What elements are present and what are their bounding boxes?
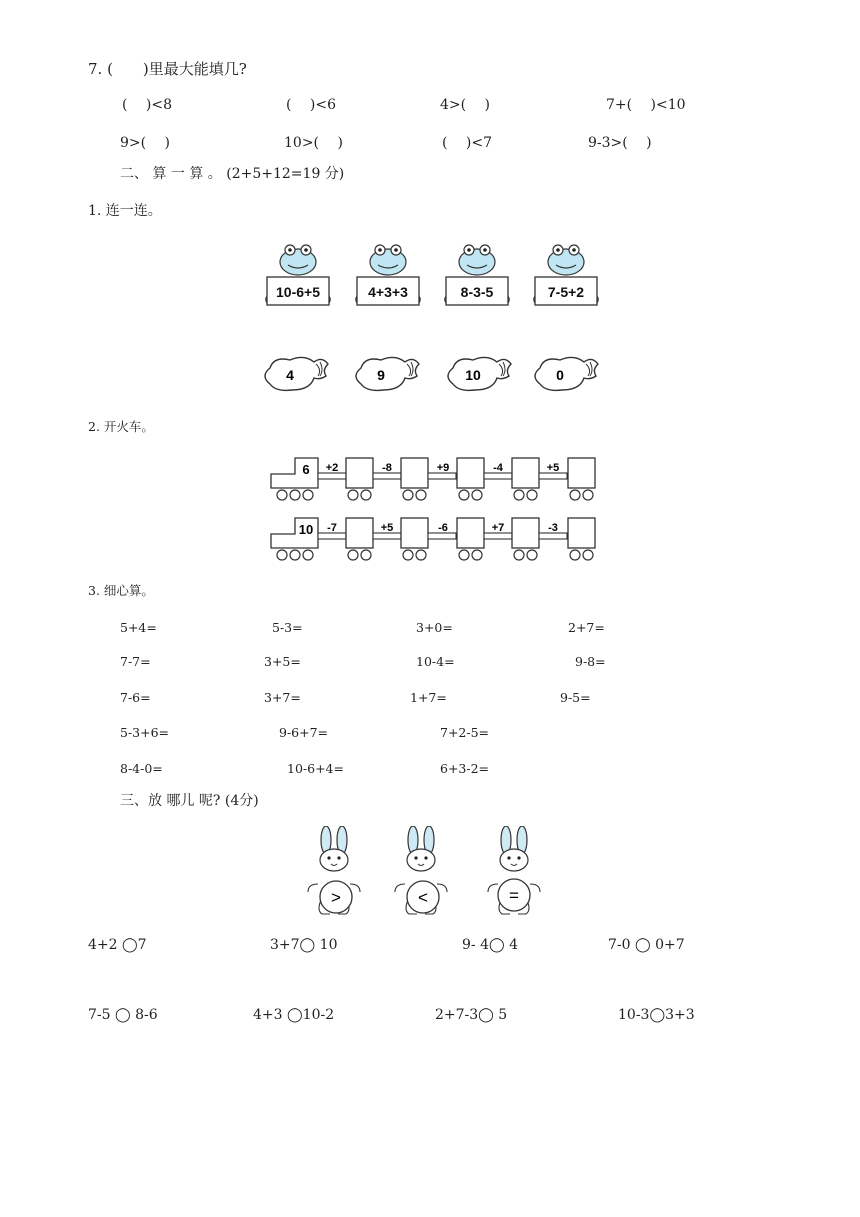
train-diagram [265,452,605,564]
cloud-number: 0 [556,367,564,383]
cloud-row [262,352,612,394]
calc-item: 9-8= [575,654,606,669]
frog-sign-label: 4+3+3 [368,284,408,300]
rabbit-row [296,826,546,922]
calc-item: 10-6+4= [287,761,344,776]
cloud-icon [265,357,328,390]
compare-item: 4+3 ◯10-2 [253,1007,335,1023]
calc-item: 9-6+7= [279,725,329,740]
frog-row [255,240,615,315]
calc-item: 7+2-5= [440,725,490,740]
calc-item: 7-7= [120,654,151,669]
calc-item: 10-4= [416,654,455,669]
train-start-number: 6 [302,462,310,477]
section3-heading: 三、放 哪儿 呢? (4分) [120,793,259,809]
section2-heading: 二、 算 一 算 。 (2+5+12=19 分) [120,166,345,182]
calc-item: 5+4= [120,620,157,635]
frog-sign-label: 7-5+2 [547,284,585,300]
calc-item: 5-3+6= [120,725,170,740]
train-op: +7 [491,522,505,534]
train-1 [271,458,595,500]
q7-item: 9>( ) [120,135,171,151]
q7-item: 9-3>( ) [588,135,652,151]
q7-item: ( )<6 [286,97,337,113]
frog-sign-label: 10-6+5 [276,284,320,300]
cloud-number: 4 [286,367,294,383]
train-2 [271,518,595,560]
compare-item: 7-5 ◯ 8-6 [88,1007,158,1023]
calc-item: 9-5= [560,690,591,705]
q7-item: 7+( )<10 [606,97,686,113]
train-op: -6 [438,522,448,534]
q7-title: 7. ( )里最大能填几? [88,60,247,78]
q7-item: ( )<8 [122,97,173,113]
q7-item: 4>( ) [440,97,491,113]
train-op: -3 [548,522,558,534]
cloud-icon [356,357,419,390]
rabbit-sign: > [331,888,341,907]
compare-item: 7-0 ◯ 0+7 [608,937,685,953]
train-start-number: 10 [298,522,314,537]
cloud-icon [535,357,598,390]
rabbit-sign: = [509,886,519,905]
calc-item: 7-6= [120,690,151,705]
calc-item: 5-3= [272,620,303,635]
train-op: -7 [327,522,337,534]
q7-item: 10>( ) [284,135,343,151]
train-op: +5 [380,522,394,534]
compare-item: 10-3◯3+3 [618,1007,695,1023]
calc-item: 3+5= [264,654,301,669]
calc-item: 8-4-0= [120,761,163,776]
train-op: +2 [325,462,339,474]
train-op: +9 [436,462,450,474]
compare-item: 2+7-3◯ 5 [435,1007,508,1023]
calc-item: 3+7= [264,690,301,705]
calc-item: 2+7= [568,620,605,635]
rabbit-sign: < [418,888,428,907]
train-title: 2. 开火车。 [88,419,154,434]
calc-item: 3+0= [416,620,453,635]
calc-item: 6+3-2= [440,761,490,776]
compare-item: 3+7◯ 10 [270,937,338,953]
q7-item: ( )<7 [442,135,493,151]
frog-sign-label: 8-3-5 [460,284,494,300]
compare-item: 4+2 ◯7 [88,937,147,953]
train-op: +5 [546,462,560,474]
train-op: -4 [493,462,503,474]
compare-item: 9- 4◯ 4 [462,937,519,953]
cloud-number: 10 [465,367,481,383]
connect-title: 1. 连一连。 [88,203,162,219]
calc-item: 1+7= [410,690,447,705]
calc-title: 3. 细心算。 [88,583,154,598]
train-op: -8 [382,462,392,474]
cloud-number: 9 [377,367,385,383]
